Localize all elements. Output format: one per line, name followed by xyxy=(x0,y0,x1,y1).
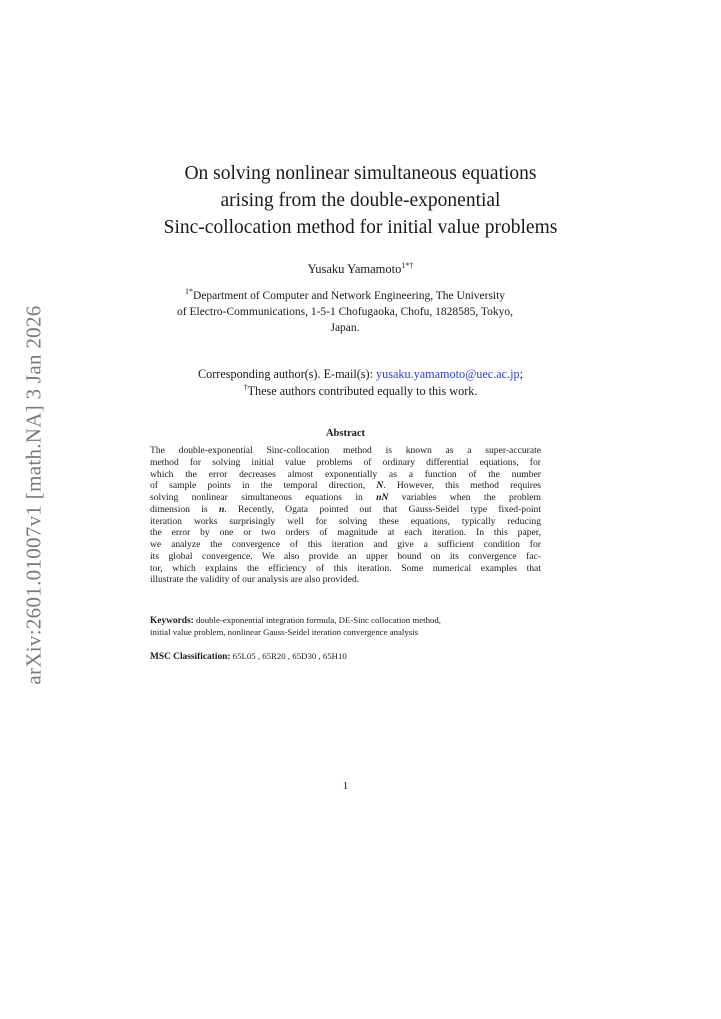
affiliation xyxy=(130,288,560,336)
title-line-3: Sinc-collocation method for initial value problems xyxy=(163,217,558,238)
abstract-line: of sample points in the temporal direction, N. However, this method requires xyxy=(150,480,541,492)
equal-contribution-note xyxy=(0,383,721,400)
abstract-line: dimension is n. Recently, Ogata pointed out that Gauss-Seidel type fixed-point xyxy=(150,503,541,515)
msc-classification xyxy=(150,651,541,662)
title-line-2: arising from the double-exponential xyxy=(220,190,501,211)
keywords-label: Keywords: xyxy=(150,616,194,626)
email-link[interactable]: yusaku.yamamoto@uec.ac.jp xyxy=(376,367,520,381)
paper-title xyxy=(0,160,721,241)
keywords-text-1: double-exponential integration formula, DE-Sinc collocation method, xyxy=(193,615,441,625)
author-marks: 1*† xyxy=(401,261,414,270)
abstract-line: The double-exponential Sinc-collocation method is known as a super-accurate xyxy=(150,445,541,456)
page-number: 1 xyxy=(342,780,349,792)
arxiv-identifier-stamp: arXiv:2601.01007v1 [math.NA] 3 Jan 2026 xyxy=(21,305,46,685)
affiliation-line-1 xyxy=(130,288,560,304)
msc-label: MSC Classification: xyxy=(150,652,231,662)
correspondence-suffix: ; xyxy=(519,367,523,381)
author-name: Yusaku Yamamoto xyxy=(307,262,402,276)
dagger-mark: † xyxy=(243,383,248,392)
keywords-block xyxy=(150,615,541,638)
affiliation-line-1-text: Department of Computer and Network Engineering, The University xyxy=(192,290,506,302)
correspondence-line xyxy=(0,366,721,383)
abstract-line: which the error decreases almost exponentially as a function of the number xyxy=(150,468,541,480)
keywords-line-2: initial value problem, nonlinear Gauss-Seidel iteration convergence analysis xyxy=(150,627,419,637)
keywords-line-1 xyxy=(150,615,541,627)
abstract-line: illustrate the validity of our analysis are also provided. xyxy=(150,574,360,586)
affiliation-line-3: Japan. xyxy=(330,322,360,334)
correspondence-prefix: Corresponding author(s). E-mail(s): xyxy=(198,367,377,381)
abstract-line: its global convergence. We also provide an upper bound on its convergence fac- xyxy=(150,550,541,562)
abstract-heading: Abstract xyxy=(325,428,366,439)
affiliation-mark: 1* xyxy=(184,287,193,296)
msc-codes: 65L05 , 65R20 , 65D30 , 65H10 xyxy=(230,651,347,661)
correspondence-block xyxy=(0,366,721,400)
abstract-line: we analyze the convergence of this iteration and give a sufficient condition for xyxy=(150,539,541,550)
equal-contribution-text: These authors contributed equally to this work. xyxy=(247,384,478,398)
abstract-line: the error by one or two orders of magnitude at each iteration. In this paper, xyxy=(150,527,541,539)
affiliation-line-2: of Electro-Communications, 1-5-1 Chofugaoka, Chofu, 1828585, Tokyo, xyxy=(177,306,513,318)
author-line xyxy=(0,262,721,277)
abstract-line: solving nonlinear simultaneous equations in nN variables when the problem xyxy=(150,492,541,503)
abstract-line: method for solving initial value problems of ordinary differential equations, for xyxy=(150,456,541,468)
title-line-1: On solving nonlinear simultaneous equations xyxy=(184,163,537,184)
abstract-body xyxy=(150,445,541,586)
abstract-line: tor, which explains the efficiency of this iteration. Some numerical examples that xyxy=(150,562,541,574)
abstract-line: iteration works surprisingly well for solving these equations, typically reducing xyxy=(150,515,541,527)
